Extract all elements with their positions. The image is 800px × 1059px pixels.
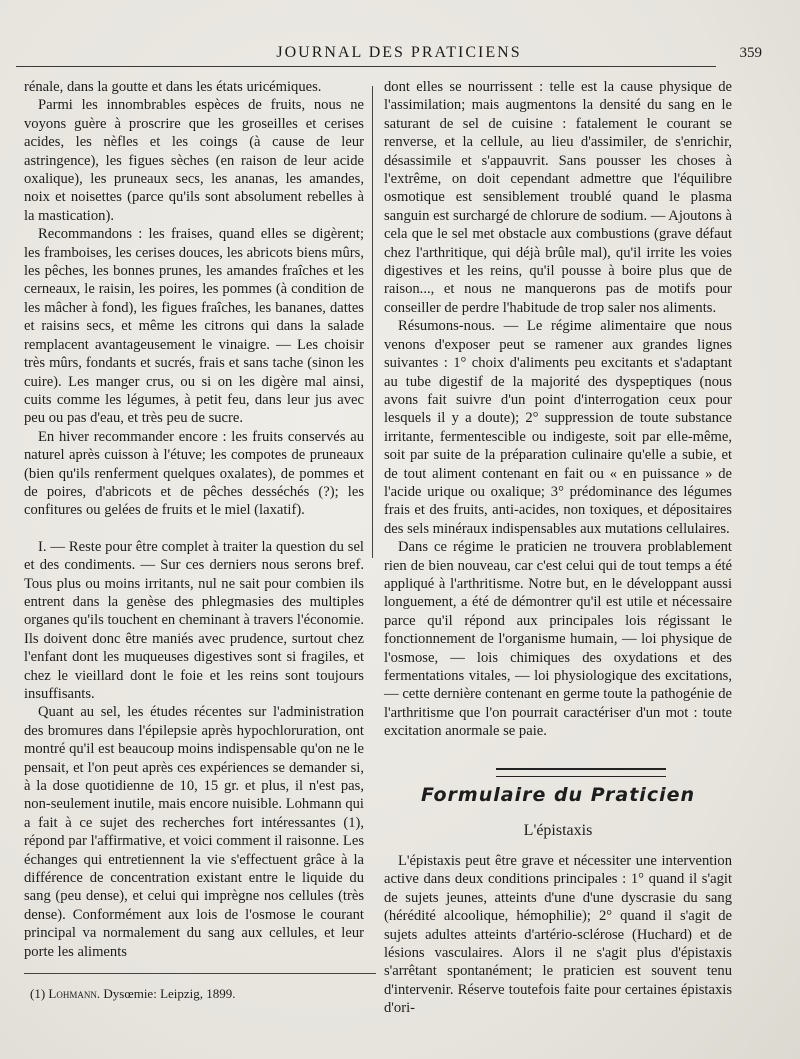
paragraph: L'épistaxis peut être grave et nécessiter une intervention active dans deux conditions principales : 1° quand il s'agit de sujets jeunes, atteints d'une d'une dyscrasie du sang (hérédité alcoolique, hémophilie); 2° quand il s'agit de sujets adultes atteints d'artério-sclérose (Huchard) et de lésions vasculaires. Alors il ne s'agit plus d'épistaxis s'arrêtant spontanément; le praticien est souvent tenu d'intervenir. Réserve toutefois faite pour certaines épistaxis d'ori- [384,853,732,1017]
footnote-author: Lohmann. [48,986,101,1001]
footnote-marker: (1) [30,986,46,1001]
section-separator [496,768,666,777]
paragraph-gap [24,520,364,538]
article-subheading: L'épistaxis [523,822,593,839]
journal-title: JOURNAL DES PRATICIENS [276,44,522,61]
paragraph: Résumons-nous. — Le régime alimentaire que nous venons d'exposer peut se ramener aux grandes lignes suivantes : 1° choix d'aliments peu excitants et s'adaptant au tube digestif de la majorité des dyspeptiques (nous avons fait suivre d'un point d'interrogation ceux pour lesquels il y a doute); 2° suppression de toute substance irritante, fermentescible ou indigeste, soit par elle-même, soit par suite de la préparation culinaire qu'elle a subie, et de tout aliment contenant en fait ou « en puissance » de l'acide urique ou oxalique; 3° prédominance des légumes frais et des fruits, anti-acides, non toxiques, et dépositaires des sels minéraux indispensables aux mutations cellulaires. [384,318,732,537]
paragraph: En hiver recommander encore : les fruits conservés au naturel après cuisson à l'étuve; les compotes de pruneaux (bien qu'ils renferment quelques oxalates), de pommes et de poires, d'abricots et de pêches desséchés (?); les confitures ou gelées de fruits et le miel (laxatif). [24,428,364,519]
footnote-rule [24,973,376,974]
paragraph: Recommandons : les fraises, quand elles se digèrent; les framboises, les cerises douces, les abricots biens mûrs, les pêches, les bonnes prunes, les amandes fraîches et les cerneaux, le raisin, les poires, les pommes (à condition de les mâcher à fond), les figues fraîches, les bananes, dattes et raisins secs, et même les citrons qui dans la salade remplacent avantageusement le vinaigre. — Les choisir très mûrs, fondants et sucrés, frais et sans tache (sinon les cuire). Les manger crus, ou si on les digère mal ainsi, cuits comme les légumes, à petit feu, dans leur jus avec peu ou pas d'eau, et très peu de sucre. [24,226,364,427]
article-body [384,852,732,1018]
right-column [384,78,732,741]
footnote [30,986,360,1002]
paragraph: dont elles se nourrissent : telle est la cause physique de l'assimilation; mais augmentons la densité du sang en le saturant de sel de cuisine : fatalement le courant se renverse, et la cellule, au lieu d'assimiler, de s'enrichir, désassimile et s'appauvrit. Sans pousser les choses à l'extrême, on doit cependant admettre que l'équilibre osmotique est sensiblement troublé quand le plasma sanguin est surchargé de chlorure de sodium. — Ajoutons à cela que le sel met obstacle aux combustions (grave défaut chez l'arthritique, qui déjà brûle mal), qu'il irrite les voies digestives et les reins, qu'il pousse à boire plus que de raison..., et nous ne manquerons pas de motifs pour conseiller de perdre l'habitude de trop saler nos aliments. [384,79,732,316]
footnote-text: Dysœmie: Leipzig, 1899. [103,986,236,1001]
left-column [24,78,364,961]
section-title: Formulaire du Praticien [420,784,696,806]
paragraph: Dans ce régime le praticien ne trouvera problablement rien de bien nouveau, car c'est celui qui de tout temps a été appliqué à l'arthritisme. Notre but, en le développant aussi longuement, a été de démontrer qu'il est utile et nécessaire parce qu'il répond aux principales lois régissant le fonctionnement de l'organisme humain, — loi physique de l'osmose, — lois chimiques des oxydations et des fermentations vitales, — loi physiologique des excitations, — cette dernière contenant en germe toute la pathogénie de l'arthritisme que l'on pourrait caractériser d'un mot : toute excitation anormale se paie. [384,539,732,740]
column-divider [372,86,373,558]
paragraph: I. — Reste pour être complet à traiter la question du sel et des condiments. — Sur ces derniers nous serons bref. Tous plus ou moins irritants, nul ne sait pour combien ils entrent dans la genèse des phlegmasies des multiples organes qu'ils touchent en cheminant à travers l'économie. Ils doivent donc être maniés avec prudence, surtout chez l'enfant dont les muqueuses digestives sont si fragiles, et chez le vieillard dont le foie et les reins sont toujours insuffisants. [24,538,364,702]
paragraph: rénale, dans la goutte et dans les états uricémiques. [24,79,322,95]
header-rule [16,66,716,67]
paragraph: Quant au sel, les études récentes sur l'administration des bromures dans l'épilepsie après hypochloruration, ont montré qu'il est beaucoup moins indispensable qu'on ne le pensait, et l'on peut après ces expériences se demander si, à la dose quotidienne de 10, 15 gr. et plus, il n'est pas, non-seulement inutile, mais encore nuisible. Lohmann qui a fait à ce sujet des recherches fort intéressantes (1), répond par l'affirmative, et voici comment il raisonne. Les échanges qui entretiennent la vie s'effectuent grâce à la différence de concentration existant entre le liquide du sang (peu dense), et celui qui imprègne nos cellules (très dense). Conformément aux lois de l'osmose le courant principal va normalement du sang aux cellules, et leur porte les aliments [24,704,364,960]
page-number: 359 [739,45,762,61]
paragraph: Parmi les innombrables espèces de fruits, nous ne voyons guère à proscrire que les groseilles et cerises acides, les nèfles et les coings (à cause de leur astringence), les figues sèches (en raison de leur acide oxalique), les pruneaux secs, les ananas, les amandes, noix et noisettes (parce qu'ils sont absolument rebelles à la mastication). [24,97,364,224]
page-header [14,44,784,68]
